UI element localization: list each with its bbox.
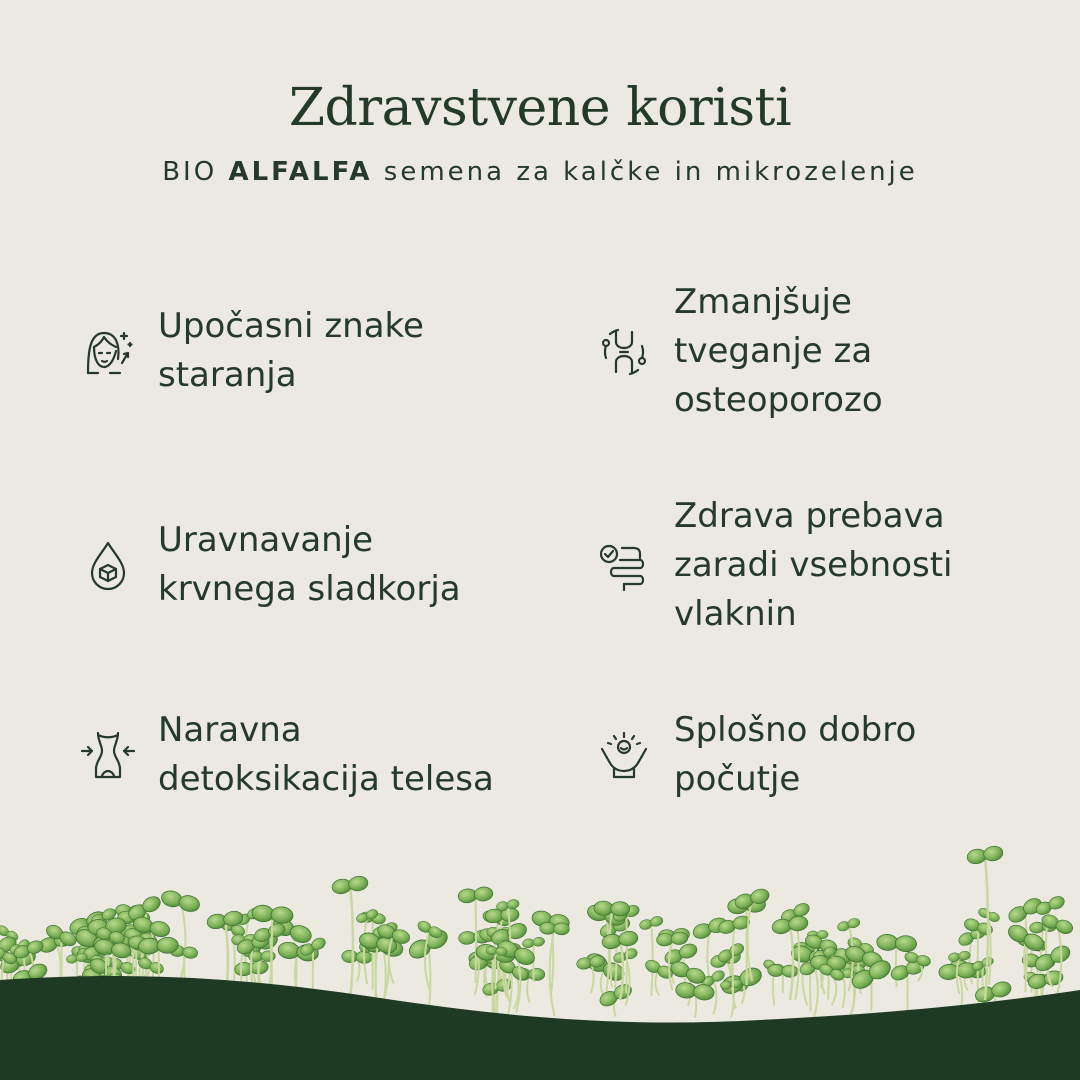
body-detox-icon: [80, 727, 136, 783]
benefit-label: Zmanjšuje tveganje za osteoporozo: [674, 282, 883, 420]
benefit-blood-sugar: [80, 516, 461, 614]
benefit-label: Naravna detoksikacija telesa: [158, 710, 494, 799]
benefit-label: Upočasni znake staranja: [158, 306, 424, 395]
page-subtitle: [0, 157, 1080, 187]
sprouts-illustration: [0, 830, 1080, 1080]
subtitle-suffix: semena za kalčke in mikrozelenje: [383, 157, 918, 187]
benefit-label: Uravnavanje krvnega sladkorja: [158, 520, 461, 609]
benefit-detox: [80, 706, 494, 804]
wellbeing-person-icon: [596, 727, 652, 783]
bone-joint-icon: [596, 324, 652, 380]
benefit-label: Splošno dobro počutje: [674, 710, 917, 799]
subtitle-prefix: BIO: [162, 157, 218, 187]
benefit-digestion: [596, 492, 953, 639]
blood-sugar-drop-icon: [80, 537, 136, 593]
benefit-label: Zdrava prebava zaradi vsebnosti vlaknin: [674, 496, 953, 634]
dark-green-wave: [0, 976, 1080, 1080]
benefit-anti-aging: [80, 302, 424, 400]
sprouts-footer: [0, 830, 1080, 1080]
face-aging-icon: [80, 323, 136, 379]
benefit-osteoporosis: [596, 278, 883, 425]
digestion-intestine-icon: [596, 538, 652, 594]
subtitle-product-name: ALFALFA: [228, 157, 373, 187]
benefit-wellbeing: [596, 706, 916, 804]
page-title: Zdravstvene koristi: [288, 78, 792, 138]
